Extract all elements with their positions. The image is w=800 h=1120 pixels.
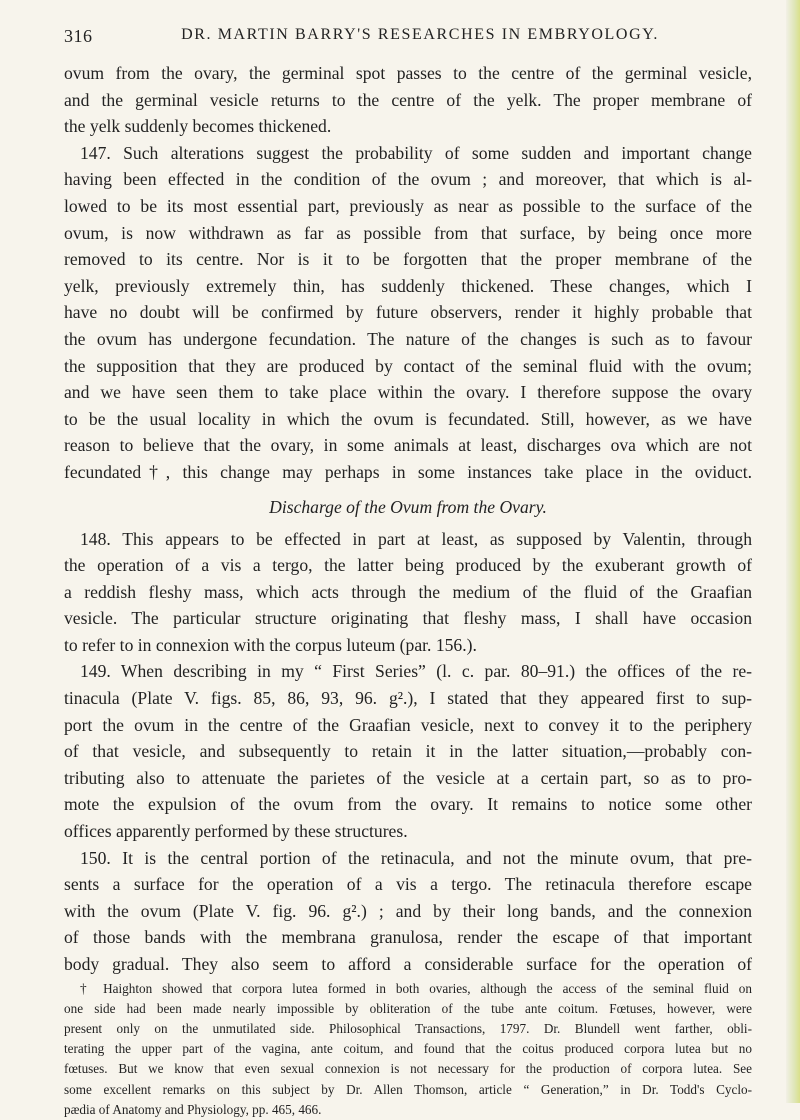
page-edge: [786, 0, 800, 1103]
text-line: a reddish fleshy mass, which acts through the medium of the fluid of the Graafian: [64, 581, 752, 602]
section-heading: Discharge of the Ovum from the Ovary.: [269, 496, 547, 517]
text-line: fecundated†, this change may perhaps in some instances take place in the oviduct.: [64, 461, 752, 482]
text-line: tributing also to attenuate the parietes of the vesicle at a certain part, so as to pro-: [64, 767, 752, 788]
running-head: DR. MARTIN BARRY'S RESEARCHES IN EMBRYOLOGY.: [181, 26, 659, 43]
footnote-line: pædia of Anatomy and Physiology, pp. 465, 466.: [64, 1101, 322, 1117]
text-line: sents a surface for the operation of a vis a tergo. The retinacula therefore escape: [64, 874, 752, 895]
text-line: of that vesicle, and subsequently to retain it in the latter situation,—probably con-: [64, 741, 752, 762]
text-line: reason to believe that the ovary, in some animals at least, discharges ova which are not: [64, 435, 752, 456]
text-line: yelk, previously extremely thin, has suddenly thickened. These changes, which I: [64, 275, 752, 296]
text-line: and we have seen them to take place within the ovary. I therefore suppose the ovary: [64, 382, 752, 403]
text-line: ovum, is now withdrawn as far as possible from that surface, by being once more: [64, 222, 752, 243]
text-line: and the germinal vesicle returns to the centre of the yelk. The proper membrane of: [64, 89, 752, 110]
text-line: having been effected in the condition of the ovum ; and moreover, that which is al-: [64, 169, 752, 190]
paragraph-150: 150. It is the central portion of the retinacula, and not the minute ovum, that pre-: [80, 847, 752, 868]
body-text: [64, 60, 752, 1120]
text-line: have no doubt will be confirmed by future observers, render it highly probable that: [64, 302, 752, 323]
text-line: tinacula (Plate V. figs. 85, 86, 93, 96. g².), I stated that they appeared first to sup-: [64, 688, 752, 709]
footnote-line: present only on the unmutilated side. Philosophical Transactions, 1797. Dr. Blundell went farther, obli-: [64, 1020, 752, 1036]
paragraph-148: 148. This appears to be effected in part at least, as supposed by Valentin, through: [80, 528, 752, 549]
footnote-line: one side had been made nearly impossible by obliteration of the tube ante coitum. Fœtuses, however, were: [64, 1000, 752, 1016]
text-line: the supposition that they are produced by contact of the seminal fluid with the ovum;: [64, 355, 752, 376]
text-line: ovum from the ovary, the germinal spot passes to the centre of the germinal vesicle,: [64, 63, 752, 83]
footnote-line: † Haighton showed that corpora lutea formed in both ovaries, although the access of the seminal fluid on: [80, 980, 752, 996]
text-line: to be the usual locality in which the ovum is fecundated. Still, however, as we have: [64, 408, 752, 429]
text-line: removed to its centre. Nor is it to be forgotten that the proper membrane of the: [64, 249, 752, 270]
text-line: port the ovum in the centre of the Graafian vesicle, next to convey it to the periphery: [64, 714, 752, 735]
text-line: the ovum has undergone fecundation. The nature of the changes is such as to favour: [64, 328, 752, 349]
text-line: vesicle. The particular structure originating that fleshy mass, I shall have occasion: [64, 608, 752, 629]
text-line: the yelk suddenly becomes thickened.: [64, 116, 332, 137]
text-line: mote the expulsion of the ovum from the ovary. It remains to notice some other: [64, 794, 752, 815]
text-line: of those bands with the membrana granulosa, render the escape of that important: [64, 927, 752, 948]
text-line: the operation of a vis a tergo, the latter being produced by the exuberant growth of: [64, 555, 752, 576]
page-number: 316: [64, 26, 93, 46]
text-line: offices apparently performed by these structures.: [64, 821, 408, 842]
footnote-line: terating the upper part of the vagina, ante coitum, and found that the coitus produced corpora lutea but no: [64, 1041, 752, 1057]
footnotes: [64, 979, 752, 1120]
text-line: to refer to in connexion with the corpus luteum (par. 156.).: [64, 634, 477, 655]
text-line: with the ovum (Plate V. fig. 96. g².) ; and by their long bands, and the connexion: [64, 900, 752, 921]
footnote-line: fœtuses. But we know that even sexual connexion is not necessary for the production of corpora lutea. See: [64, 1061, 752, 1077]
paragraph-147: 147. Such alterations suggest the probability of some sudden and important change: [80, 142, 752, 163]
page-header: [0, 26, 800, 52]
text-line: body gradual. They also seem to afford a considerable surface for the operation of: [64, 954, 752, 974]
paragraph-149: 149. When describing in my “ First Series” (l. c. par. 80–91.) the offices of the re-: [80, 661, 752, 682]
footnote-line: some excellent remarks on this subject by Dr. Allen Thomson, article “ Generation,” in Dr. Todd's Cyclo-: [64, 1081, 752, 1097]
text-line: lowed to be its most essential part, previously as near as possible to the surface of the: [64, 195, 752, 216]
